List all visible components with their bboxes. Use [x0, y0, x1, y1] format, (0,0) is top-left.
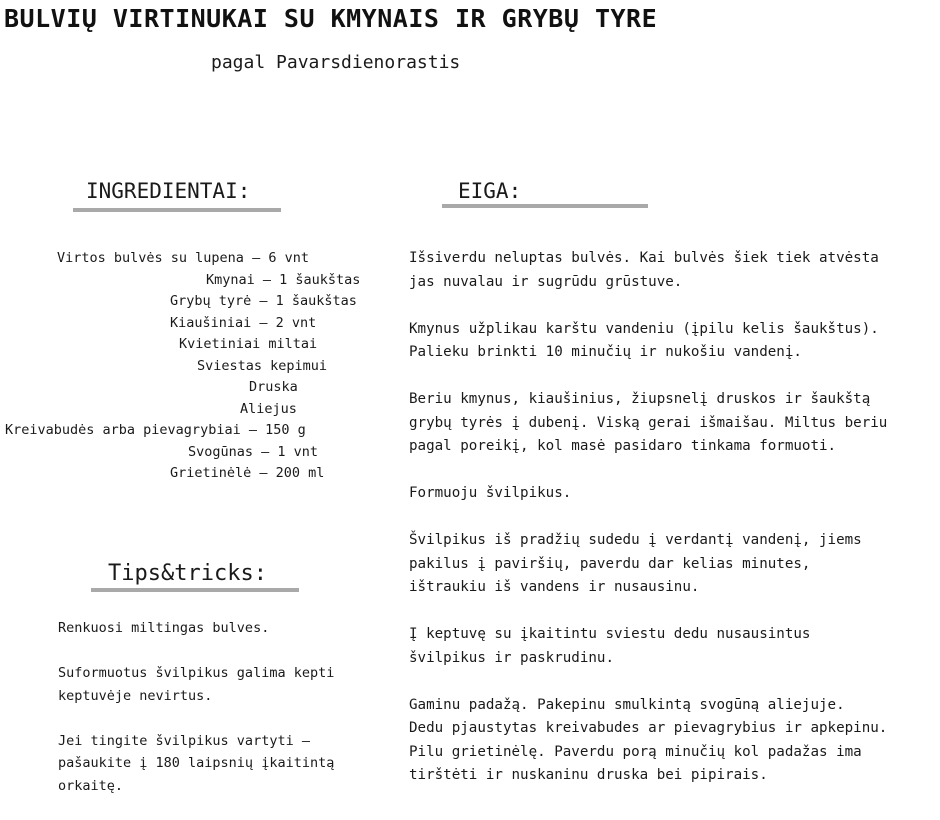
- tip-paragraph: Renkuosi miltingas bulves.: [58, 620, 270, 636]
- steps-heading-underline: [442, 204, 648, 208]
- ingredients-list: [0, 248, 378, 485]
- step-paragraph: Gaminu padažą. Pakepinu smulkintą svogūną aliejuje. Dedu pjaustytas kreivabudes ar pievagrybius ir apkepinu. Pilu grietinėlę. Paverdu porą minučių kol padažas ima tirštėti ir nuskaninu druska bei pipirais.: [409, 696, 888, 783]
- step-paragraph: Kmynus užplikau karštu vandeniu (įpilu kelis šaukštus). Palieku brinkti 10 minučių ir nukošiu vandenį.: [409, 320, 879, 360]
- recipe-subtitle: pagal Pavarsdienorastis: [211, 52, 461, 73]
- ingredients-heading: INGREDIENTAI:: [86, 179, 251, 203]
- tip-paragraph: Jei tingite švilpikus vartyti – pašaukite į 180 laipsnių įkaitintą orkaitę.: [58, 732, 335, 794]
- ingredient-item: Grybų tyrė – 1 šaukštas: [170, 293, 357, 309]
- step-paragraph: Į keptuvę su įkaitintu sviestu dedu nusausintus švilpikus ir paskrudinu.: [409, 626, 811, 666]
- step-paragraph: Beriu kmynus, kiaušinius, žiupsnelį druskos ir šaukštą grybų tyrės į dubenį. Viską gerai išmaišau. Miltus beriu pagal poreikį, kol masė pasidaro tinkama formuoti.: [409, 391, 888, 454]
- tips-heading: Tips&tricks:: [108, 561, 267, 586]
- tips-list: [58, 617, 388, 820]
- ingredient-item: Kmynai – 1 šaukštas: [206, 271, 361, 288]
- ingredient-item: Druska: [249, 379, 298, 395]
- step-paragraph: Formuoju švilpikus.: [409, 485, 572, 501]
- steps-list: [409, 247, 939, 811]
- ingredient-item: Kreivabudės arba pievagrybiai – 150 g: [5, 422, 306, 438]
- ingredient-item: Sviestas kepimui: [197, 357, 328, 374]
- step-paragraph: Išsiverdu neluptas bulvės. Kai bulvės šiek tiek atvėsta jas nuvalau ir sugrūdu grūstuve.: [409, 250, 879, 290]
- tip-paragraph: Suformuotus švilpikus galima kepti keptuvėje nevirtus.: [58, 665, 335, 704]
- step-paragraph: Švilpikus iš pradžių sudedu į verdantį vandenį, jiems pakilus į paviršių, paverdu dar kelias minutes, ištraukiu iš vandens ir nusausinu.: [409, 532, 862, 595]
- ingredient-item: Kiaušiniai – 2 vnt: [170, 314, 317, 331]
- ingredient-item: Svogūnas – 1 vnt: [188, 443, 319, 460]
- ingredient-item: Kvietiniai miltai: [179, 336, 318, 352]
- steps-heading: EIGA:: [458, 179, 522, 203]
- recipe-title: BULVIŲ VIRTINUKAI SU KMYNAIS IR GRYBŲ TYRE: [4, 4, 658, 33]
- ingredient-item: Grietinėlė – 200 ml: [170, 465, 325, 481]
- ingredient-item: Aliejus: [240, 400, 297, 417]
- ingredients-heading-underline: [73, 208, 281, 212]
- tips-heading-underline: [91, 588, 299, 592]
- ingredient-item: Virtos bulvės su lupena – 6 vnt: [57, 250, 309, 266]
